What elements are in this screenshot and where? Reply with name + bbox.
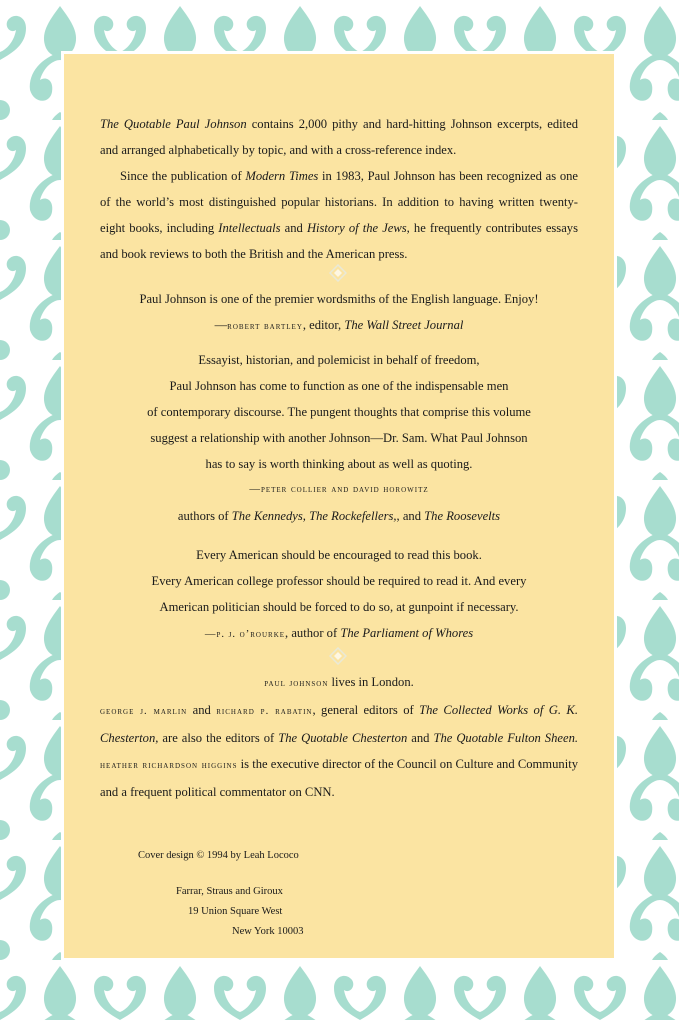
blurb-credit: authors of The Kennedys, The Rockefellers,, and The Roosevelts [177,509,501,523]
blurb-attribution: —robert bartley, editor, The Wall Street Journal [214,318,464,332]
bio-editors: george j. marlin and richard p. rabatin, general editors of The Collected Works of G. K. Chesterton, are also the editors of The Quotable Chesterton and The Quotable Fulton Sheen. heather richardson higgins is the executive director of the Council on Culture and Community and a frequent political commentator on CNN. [100,703,579,799]
blurb-line: has to say is worth thinking about as well as quoting. [205,457,473,471]
diamond-ornament-icon [329,264,347,282]
intro-section [100,111,578,267]
publisher-name: Farrar, Straus and Giroux [176,886,283,897]
blurb-line: Paul Johnson has come to function as one of the indispensable men [169,379,509,393]
publisher-address [176,882,303,942]
blurb-line: Every American college professor should be required to read it. And every [151,574,527,588]
blurb-line: of contemporary discourse. The pungent thoughts that comprise this volume [147,405,531,419]
blurb-collier-horowitz [100,347,578,529]
diamond-ornament-icon [329,647,347,665]
intro-paragraph-2: Since the publication of Modern Times in 1983, Paul Johnson has been recognized as one of the world’s most distinguished popular historians. In addition to having written twenty-eight books, including Intellectuals and History of the Jews, he frequently contributes essays and book reviews to both the British and the American press. [100,169,579,261]
blurb-line: Essayist, historian, and polemicist in behalf of freedom, [198,353,480,367]
bio-johnson: paul johnson lives in London. [264,675,414,689]
author-bios [100,669,578,805]
blurb-orourke [100,542,578,648]
blurb-line: suggest a relationship with another Johnson—Dr. Sam. What Paul Johnson [150,431,528,445]
book-title: The Quotable Paul Johnson [100,117,247,131]
blurb-quote: Paul Johnson is one of the premier wordsmiths of the English language. Enjoy! [139,292,539,306]
text-panel [64,54,614,958]
blurb-bartley [100,286,578,340]
blurb-attribution: —peter collier and david horowitz [249,484,429,495]
blurb-line: American politician should be forced to do so, at gunpoint if necessary. [159,600,519,614]
blurb-attribution: —p. j. o’rourke, author of The Parliament of Whores [204,626,474,640]
publisher-street: 19 Union Square West [188,906,283,917]
blurb-line: Every American should be encouraged to read this book. [196,548,482,562]
publisher-city: New York 10003 [232,926,304,937]
intro-paragraph-1: The Quotable Paul Johnson contains 2,000 pithy and hard-hitting Johnson excerpts, edited and arranged alphabetically by topic, and with a cross-reference index. [100,117,578,157]
cover-credit: Cover design © 1994 by Leah Lococo [138,850,299,861]
